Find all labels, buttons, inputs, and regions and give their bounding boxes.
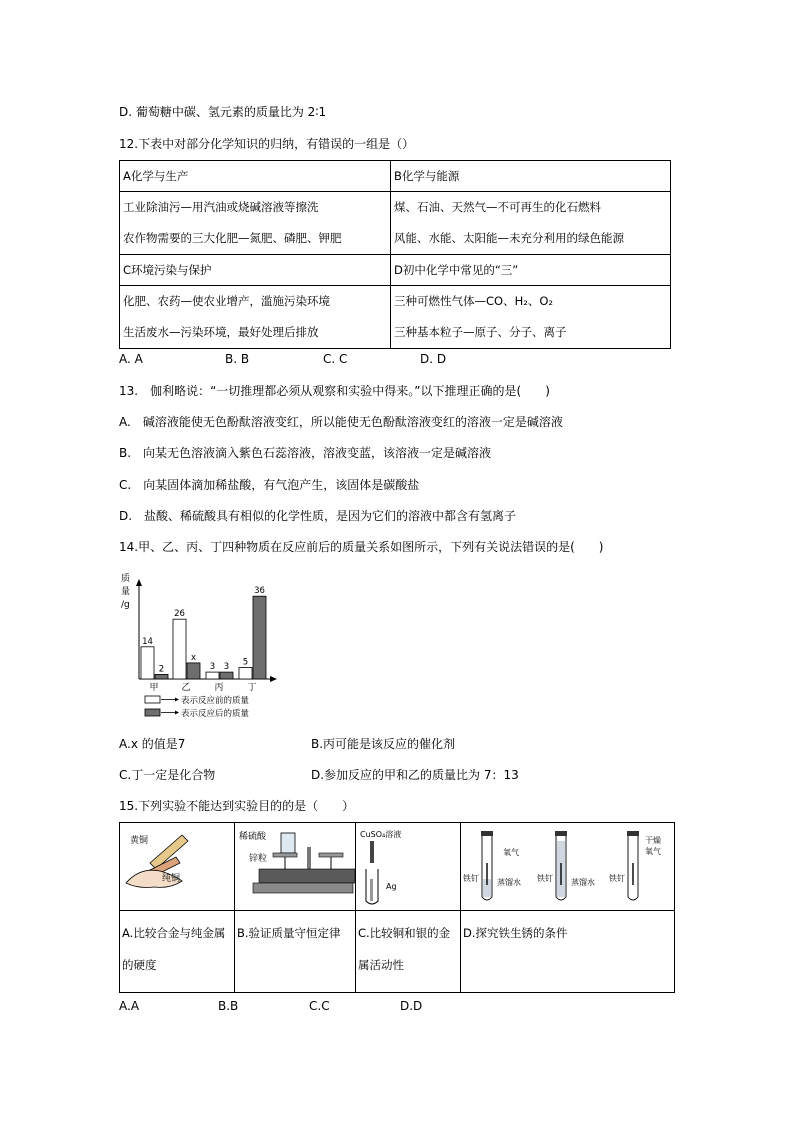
bar-before-0 <box>141 647 154 679</box>
stopper-icon <box>627 831 639 836</box>
right-pan <box>319 853 343 857</box>
bar-before-3 <box>239 668 252 680</box>
table-line: 三种可燃性气体—CO、H₂、O₂ <box>394 294 553 308</box>
legend-after-label: 表示反应后的质量 <box>181 709 250 719</box>
bar-after-1 <box>187 663 200 679</box>
y-axis-label-2: 量 <box>121 587 131 597</box>
figure-cell-c <box>356 823 461 911</box>
label-brass: 黄铜 <box>130 836 149 846</box>
label-oxygen-dry: 氧气 <box>645 847 661 856</box>
figure-cell-a <box>120 823 235 911</box>
brass-scratch-figure <box>120 823 234 907</box>
table-line: 工业除油污—用汽油或烧碱溶液等擦洗 <box>123 200 319 214</box>
bar-label-after-0: 2 <box>158 664 165 675</box>
q13-option-d[interactable]: D. 盐酸、稀硫酸具有相似的化学性质，是因为它们的溶液中都含有氢离子 <box>119 509 517 523</box>
q12-option-b[interactable]: B. B <box>225 352 250 366</box>
q12-option-a[interactable]: A. A <box>119 352 143 366</box>
q15-cell-a: A.比较合金与纯金属的硬度 <box>120 911 235 993</box>
q14-option-c[interactable]: C.丁一定是化合物 <box>119 768 216 782</box>
table-cell-c-head: C环境污染与保护 <box>120 255 391 286</box>
category-label-1: 乙 <box>181 683 191 693</box>
balance-base <box>259 869 355 883</box>
label-pure-copper: 纯铜 <box>162 874 181 884</box>
q11-option-d: D. 葡萄糖中碳、氢元素的质量比为 2∶1 <box>119 105 327 119</box>
bar-after-2 <box>220 672 233 679</box>
table-cell-b-body <box>391 192 671 255</box>
category-label-2: 丙 <box>214 683 224 693</box>
q15-experiment-table <box>119 822 675 993</box>
label-dry: 干燥 <box>645 836 661 845</box>
bar-before-1 <box>173 619 186 679</box>
q13-option-c[interactable]: C. 向某固体滴加稀盐酸，有气泡产生，该固体是碳酸盐 <box>119 478 420 492</box>
bar-label-before-2: 3 <box>209 662 216 673</box>
bar-before-2 <box>206 672 219 679</box>
q14-option-d[interactable]: D.参加反应的甲和乙的质量比为 7：13 <box>311 768 519 782</box>
q12-knowledge-table <box>119 160 671 349</box>
label-oxygen: 氧气 <box>503 848 519 857</box>
bar-label-before-0: 14 <box>142 636 153 647</box>
test-tube-figure <box>356 823 460 907</box>
q15-options <box>119 999 679 1015</box>
label-cuso4-solution: CuSO₄溶液 <box>360 830 402 839</box>
beaker-icon <box>281 833 295 853</box>
table-line: 农作物需要的三大化肥—氮肥、磷肥、钾肥 <box>123 231 342 245</box>
q15-stem: 15.下列实验不能达到实验目的的是（ ） <box>119 799 355 813</box>
balance-foot <box>253 883 353 893</box>
category-label-0: 甲 <box>149 683 159 693</box>
q12-option-d[interactable]: D. D <box>420 352 447 366</box>
table-line: 煤、石油、天然气—不可再生的化石燃料 <box>394 200 601 214</box>
bar-label-before-3: 5 <box>242 657 249 668</box>
y-axis-arrow <box>136 579 142 586</box>
q14-option-a[interactable]: A.x 的值是7 <box>119 737 186 751</box>
bar-label-after-1: x <box>190 652 197 663</box>
q14-option-b[interactable]: B.丙可能是该反应的催化剂 <box>311 737 456 751</box>
silver-strip <box>370 879 373 901</box>
legend-before-label: 表示反应前的质量 <box>181 696 250 706</box>
category-label-3: 丁 <box>247 683 257 693</box>
q15-cell-d: D.探究铁生锈的条件 <box>461 911 675 993</box>
x-axis-arrow <box>270 676 277 682</box>
table-cell-d-body <box>391 286 671 349</box>
label-iron-nail-3: 铁钉 <box>609 874 625 883</box>
q12-options <box>119 352 679 368</box>
table-cell-d-head: D初中化学中常见的“三” <box>391 255 671 286</box>
table-line: 三种基本粒子—原子、分子、离子 <box>394 325 567 339</box>
label-distilled-water-1: 蒸馏水 <box>497 878 521 887</box>
q15-option-a[interactable]: A.A <box>119 999 140 1013</box>
q15-option-b[interactable]: B.B <box>218 999 239 1013</box>
q15-cell-b: B.验证质量守恒定律 <box>235 911 356 993</box>
label-dilute-sulfuric-acid: 稀硫酸 <box>239 832 267 842</box>
bar-label-after-3: 36 <box>254 586 265 597</box>
bar-label-before-1: 26 <box>174 609 185 620</box>
q15-option-c[interactable]: C.C <box>309 999 330 1013</box>
q13-option-a[interactable]: A. 碱溶液能使无色酚酞溶液变红，所以能使无色酚酞溶液变红的溶液一定是碱溶液 <box>119 415 563 429</box>
figure-cell-b <box>235 823 356 911</box>
figure-cell-d <box>461 823 675 911</box>
iron-rust-figure <box>461 823 673 907</box>
q15-option-d[interactable]: D.D <box>400 999 423 1013</box>
mass-bar-chart <box>119 569 289 721</box>
bar-after-3 <box>253 596 266 679</box>
bar-after-0 <box>155 674 168 679</box>
label-iron-nail-2: 铁钉 <box>537 874 553 883</box>
table-line: 生活废水—污染环境，最好处理后排放 <box>123 325 319 339</box>
table-line: 化肥、农药—使农业增产，滥施污染环境 <box>123 294 330 308</box>
dropper-icon <box>370 841 374 863</box>
q14-stem: 14.甲、乙、丙、丁四种物质在反应前后的质量关系如图所示，下列有关说法错误的是( ) <box>119 540 604 554</box>
q12-stem: 12.下表中对部分化学知识的归纳，有错误的一组是（） <box>119 137 415 151</box>
label-silver: Ag <box>386 882 397 891</box>
q15-cell-c: C.比较铜和银的金属活动性 <box>356 911 461 993</box>
table-cell-a-head: A化学与生产 <box>120 161 391 192</box>
table-cell-c-body <box>120 286 391 349</box>
q13-stem: 13. 伽利略说：“一切推理都必须从观察和实验中得来。”以下推理正确的是( ) <box>119 384 550 398</box>
stopper-icon <box>481 831 493 836</box>
q12-option-c[interactable]: C. C <box>323 352 348 366</box>
bar-label-after-2: 3 <box>223 662 230 673</box>
label-iron-nail-1: 铁钉 <box>463 874 479 883</box>
y-axis-label-3: /g <box>121 600 130 610</box>
label-zinc-granules: 锌粒 <box>249 854 268 864</box>
q13-option-b[interactable]: B. 向某无色溶液滴入紫色石蕊溶液，溶液变蓝，该溶液一定是碱溶液 <box>119 446 492 460</box>
legend-arrow-head <box>175 711 179 715</box>
table-cell-b-head: B化学与能源 <box>391 161 671 192</box>
balance-figure <box>235 823 355 907</box>
legend-after-swatch <box>145 709 160 716</box>
stopper-icon <box>555 831 567 836</box>
y-axis-label-1: 质 <box>121 574 131 584</box>
legend-before-swatch <box>145 696 160 703</box>
table-line: 风能、水能、太阳能—未充分利用的绿色能源 <box>394 231 624 245</box>
legend-arrow-head <box>175 698 179 702</box>
table-cell-a-body <box>120 192 391 255</box>
left-pan <box>273 853 297 857</box>
label-distilled-water-2: 蒸馏水 <box>571 878 595 887</box>
